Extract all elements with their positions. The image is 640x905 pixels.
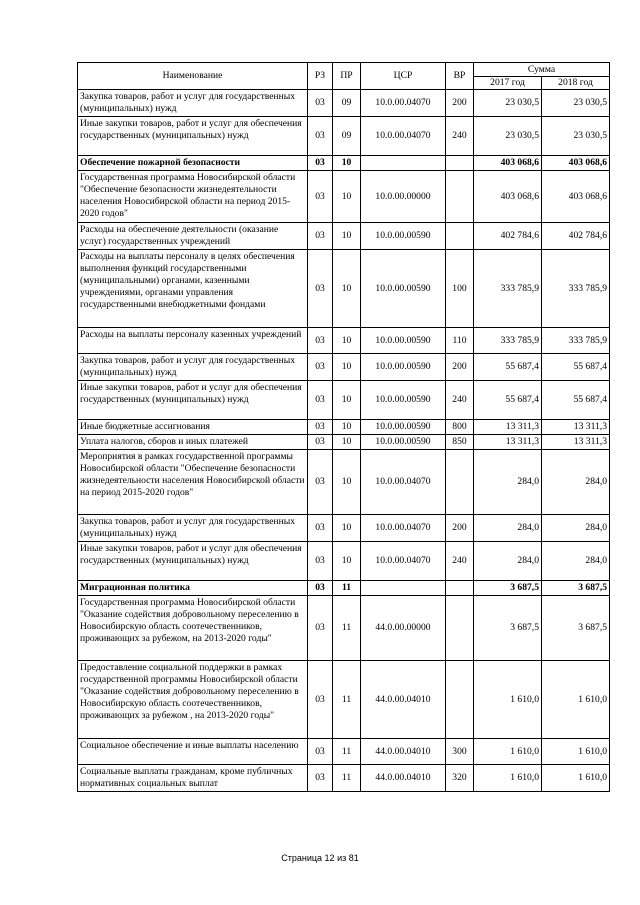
row-vr: 200	[446, 515, 474, 542]
row-csr: 10.0.00.04070	[361, 117, 446, 156]
header-pr: ПР	[333, 63, 361, 90]
row-vr: 240	[446, 542, 474, 581]
row-name: Иные закупки товаров, работ и услуг для обеспечения государственных (муниципальных) нужд	[78, 381, 308, 420]
budget-table	[77, 62, 610, 792]
table-row	[78, 765, 610, 792]
table-row	[78, 250, 610, 328]
row-csr: 44.0.00.04010	[361, 739, 446, 765]
table-row	[78, 223, 610, 250]
table-row	[78, 156, 610, 171]
row-sum-2017: 13 311,3	[474, 420, 542, 435]
row-pr: 09	[333, 117, 361, 156]
row-csr: 10.0.00.00590	[361, 250, 446, 328]
row-csr: 10.0.00.00590	[361, 328, 446, 354]
row-rz: 03	[308, 90, 333, 117]
header-2017: 2017 год	[474, 77, 542, 90]
row-vr	[446, 171, 474, 223]
header-sum: Сумма	[474, 63, 610, 77]
row-sum-2018: 284,0	[542, 542, 610, 581]
header-2018: 2018 год	[542, 77, 610, 90]
table-row	[78, 596, 610, 661]
row-rz: 03	[308, 515, 333, 542]
row-csr: 44.0.00.00000	[361, 596, 446, 661]
row-vr	[446, 596, 474, 661]
row-pr: 10	[333, 381, 361, 420]
row-csr: 10.0.00.00590	[361, 381, 446, 420]
header-csr: ЦСР	[361, 63, 446, 90]
row-sum-2018: 403 068,6	[542, 156, 610, 171]
row-rz: 03	[308, 581, 333, 596]
row-rz: 03	[308, 354, 333, 381]
row-vr: 110	[446, 328, 474, 354]
row-sum-2018: 13 311,3	[542, 420, 610, 435]
row-name: Закупка товаров, работ и услуг для государственных (муниципальных) нужд	[78, 90, 308, 117]
row-sum-2017: 284,0	[474, 450, 542, 515]
row-pr: 10	[333, 542, 361, 581]
row-vr: 240	[446, 117, 474, 156]
table-row	[78, 328, 610, 354]
row-sum-2018: 3 687,5	[542, 581, 610, 596]
row-pr: 11	[333, 739, 361, 765]
header-vr: ВР	[446, 63, 474, 90]
row-sum-2017: 403 068,6	[474, 171, 542, 223]
row-sum-2018: 3 687,5	[542, 596, 610, 661]
row-name: Расходы на выплаты персоналу казенных учреждений	[78, 328, 308, 354]
row-pr: 10	[333, 354, 361, 381]
row-pr: 10	[333, 223, 361, 250]
page-number: Страница 12 из 81	[281, 853, 359, 863]
row-csr: 10.0.00.04070	[361, 450, 446, 515]
row-name: Обеспечение пожарной безопасности	[78, 156, 308, 171]
row-rz: 03	[308, 171, 333, 223]
row-sum-2018: 1 610,0	[542, 765, 610, 792]
row-sum-2017: 3 687,5	[474, 596, 542, 661]
row-vr	[446, 450, 474, 515]
row-sum-2017: 284,0	[474, 515, 542, 542]
table-row	[78, 435, 610, 450]
row-sum-2017: 23 030,5	[474, 90, 542, 117]
row-vr	[446, 581, 474, 596]
row-rz: 03	[308, 328, 333, 354]
row-rz: 03	[308, 435, 333, 450]
row-csr: 10.0.00.04070	[361, 90, 446, 117]
row-sum-2018: 284,0	[542, 450, 610, 515]
row-rz: 03	[308, 765, 333, 792]
row-name: Закупка товаров, работ и услуг для государственных (муниципальных) нужд	[78, 354, 308, 381]
table-row	[78, 515, 610, 542]
row-pr: 10	[333, 250, 361, 328]
row-sum-2017: 55 687,4	[474, 354, 542, 381]
row-name: Социальные выплаты гражданам, кроме публичных нормативных социальных выплат	[78, 765, 308, 792]
row-sum-2017: 333 785,9	[474, 328, 542, 354]
row-name: Иные закупки товаров, работ и услуг для обеспечения государственных (муниципальных) нужд	[78, 117, 308, 156]
row-rz: 03	[308, 223, 333, 250]
row-csr	[361, 156, 446, 171]
row-csr: 10.0.00.00590	[361, 354, 446, 381]
row-vr: 320	[446, 765, 474, 792]
row-sum-2017: 333 785,9	[474, 250, 542, 328]
row-vr: 200	[446, 354, 474, 381]
row-name: Иные закупки товаров, работ и услуг для обеспечения государственных (муниципальных) нужд	[78, 542, 308, 581]
row-vr: 240	[446, 381, 474, 420]
row-rz: 03	[308, 661, 333, 739]
row-vr: 200	[446, 90, 474, 117]
row-pr: 10	[333, 435, 361, 450]
row-name: Мероприятия в рамках государственной программы Новосибирской области "Обеспечение безопасности жизнедеятельности населения Новосибирской области на период 2015-2020 годов"	[78, 450, 308, 515]
row-pr: 11	[333, 661, 361, 739]
row-csr	[361, 581, 446, 596]
row-rz: 03	[308, 596, 333, 661]
row-rz: 03	[308, 739, 333, 765]
row-sum-2018: 333 785,9	[542, 250, 610, 328]
row-name: Миграционная политика	[78, 581, 308, 596]
row-name: Закупка товаров, работ и услуг для государственных (муниципальных) нужд	[78, 515, 308, 542]
row-sum-2017: 13 311,3	[474, 435, 542, 450]
row-rz: 03	[308, 156, 333, 171]
row-sum-2018: 23 030,5	[542, 90, 610, 117]
row-sum-2017: 284,0	[474, 542, 542, 581]
row-vr: 300	[446, 739, 474, 765]
row-name: Государственная программа Новосибирской области "Обеспечение безопасности жизнедеятельности населения Новосибирской области на период 2015-2020 годов"	[78, 171, 308, 223]
row-sum-2018: 284,0	[542, 515, 610, 542]
row-sum-2018: 55 687,4	[542, 381, 610, 420]
row-sum-2018: 1 610,0	[542, 661, 610, 739]
row-csr: 44.0.00.04010	[361, 765, 446, 792]
row-pr: 11	[333, 581, 361, 596]
row-vr	[446, 223, 474, 250]
row-csr: 10.0.00.00590	[361, 435, 446, 450]
row-name: Расходы на обеспечение деятельности (оказание услуг) государственных учреждений	[78, 223, 308, 250]
table-body	[78, 90, 610, 792]
row-name: Государственная программа Новосибирской области "Оказание содействия добровольному переселению в Новосибирскую область соотечественников, проживающих за рубежом, на 2013-2020 годы"	[78, 596, 308, 661]
row-name: Иные бюджетные ассигнования	[78, 420, 308, 435]
row-pr: 11	[333, 596, 361, 661]
row-pr: 11	[333, 765, 361, 792]
row-vr	[446, 156, 474, 171]
row-sum-2018: 403 068,6	[542, 171, 610, 223]
table-row	[78, 381, 610, 420]
row-csr: 10.0.00.00590	[361, 223, 446, 250]
table-row	[78, 581, 610, 596]
row-sum-2017: 403 068,6	[474, 156, 542, 171]
row-vr: 100	[446, 250, 474, 328]
row-csr: 10.0.00.04070	[361, 515, 446, 542]
table-row	[78, 117, 610, 156]
header-rz: РЗ	[308, 63, 333, 90]
row-sum-2018: 23 030,5	[542, 117, 610, 156]
table-row	[78, 542, 610, 581]
row-csr: 44.0.00.04010	[361, 661, 446, 739]
table-row	[78, 420, 610, 435]
row-rz: 03	[308, 450, 333, 515]
row-sum-2017: 55 687,4	[474, 381, 542, 420]
row-name: Предоставление социальной поддержки в рамках государственной программы Новосибирской области "Оказание содействия добровольному переселению в Новосибирскую область соотечественников, проживающих за рубежом , на 2013-2020 годы"	[78, 661, 308, 739]
row-rz: 03	[308, 542, 333, 581]
row-sum-2018: 1 610,0	[542, 739, 610, 765]
table-row	[78, 171, 610, 223]
row-sum-2017: 1 610,0	[474, 739, 542, 765]
table-row	[78, 354, 610, 381]
table-row	[78, 450, 610, 515]
header-name: Наименование	[78, 63, 308, 90]
row-pr: 10	[333, 328, 361, 354]
row-vr	[446, 661, 474, 739]
row-sum-2017: 402 784,6	[474, 223, 542, 250]
row-pr: 10	[333, 450, 361, 515]
row-pr: 10	[333, 156, 361, 171]
row-csr: 10.0.00.00590	[361, 420, 446, 435]
table-row	[78, 739, 610, 765]
row-rz: 03	[308, 117, 333, 156]
row-sum-2018: 402 784,6	[542, 223, 610, 250]
row-pr: 09	[333, 90, 361, 117]
row-vr: 800	[446, 420, 474, 435]
row-vr: 850	[446, 435, 474, 450]
row-name: Уплата налогов, сборов и иных платежей	[78, 435, 308, 450]
row-csr: 10.0.00.04070	[361, 542, 446, 581]
row-sum-2017: 1 610,0	[474, 765, 542, 792]
row-pr: 10	[333, 515, 361, 542]
table-row	[78, 90, 610, 117]
row-sum-2017: 23 030,5	[474, 117, 542, 156]
row-sum-2017: 3 687,5	[474, 581, 542, 596]
row-sum-2017: 1 610,0	[474, 661, 542, 739]
row-csr: 10.0.00.00000	[361, 171, 446, 223]
row-sum-2018: 333 785,9	[542, 328, 610, 354]
row-rz: 03	[308, 420, 333, 435]
row-rz: 03	[308, 250, 333, 328]
row-pr: 10	[333, 420, 361, 435]
row-name: Расходы на выплаты персоналу в целях обеспечения выполнения функций государственными (муниципальными) органами, казенными учреждениями, органами управления государственными внебюджетными фондами	[78, 250, 308, 328]
row-rz: 03	[308, 381, 333, 420]
row-sum-2018: 13 311,3	[542, 435, 610, 450]
row-pr: 10	[333, 171, 361, 223]
table-row	[78, 661, 610, 739]
row-name: Социальное обеспечение и иные выплаты населению	[78, 739, 308, 765]
row-sum-2018: 55 687,4	[542, 354, 610, 381]
